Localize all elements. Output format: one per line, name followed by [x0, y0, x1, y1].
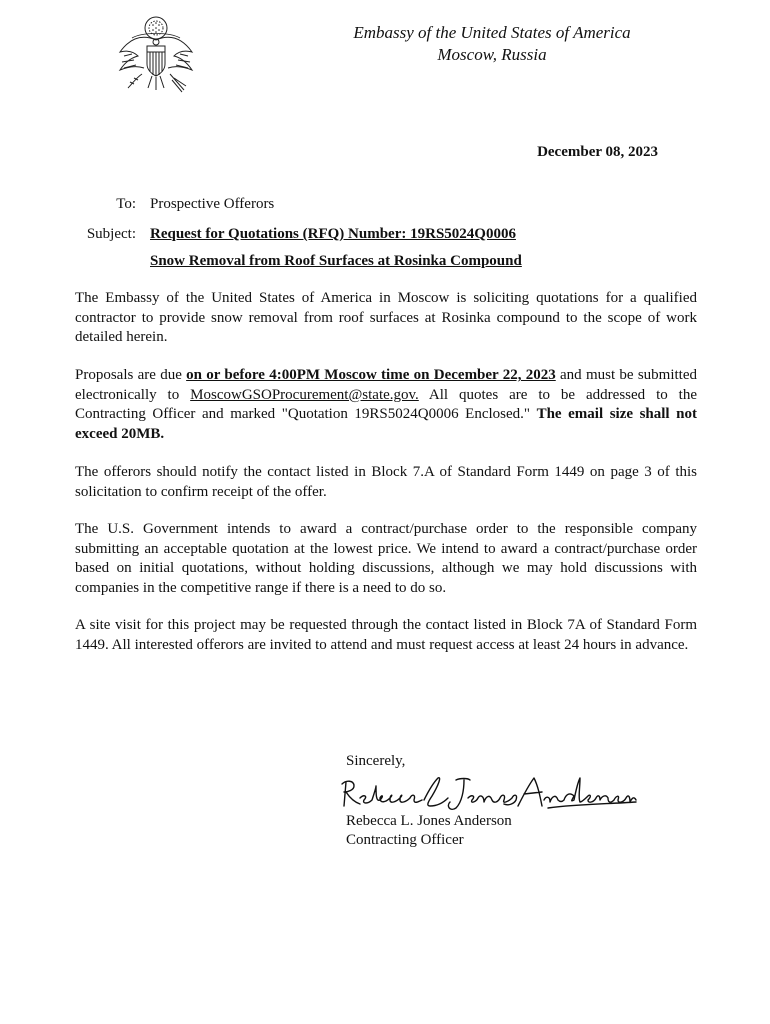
paragraph-site-visit: A site visit for this project may be requested through the contact listed in Block 7A of Standard Form 1449. All interested offerors are invited to attend and must request access at least 24 hours in advance. [75, 617, 697, 653]
embassy-name: Embassy of the United States of America [353, 23, 631, 42]
signatory-title: Contracting Officer [346, 832, 464, 848]
procurement-email-link[interactable]: MoscowGSOProcurement@state.gov. [190, 386, 419, 403]
email-size-limit: The email size shall not exceed 20MB. [75, 406, 697, 442]
letterhead [300, 22, 684, 66]
great-seal-eagle-icon [112, 8, 200, 100]
handwritten-signature [338, 772, 638, 814]
closing-salutation: Sincerely, [346, 753, 406, 769]
paragraph-confirm-receipt: The offerors should notify the contact listed in Block 7.A of Standard Form 1449 on page 3 of this solicitation to confirm receipt of the offer. [75, 464, 697, 500]
deadline-text-a: Proposals are due [75, 367, 187, 383]
subject-title: Snow Removal from Roof Surfaces at Rosinka Compound [150, 253, 522, 269]
to-value: Prospective Offerors [150, 196, 275, 212]
paragraph-deadline [75, 366, 697, 444]
deadline-text-b: and must be submitted electronically to [75, 367, 697, 403]
subject-label: Subject: [86, 226, 136, 242]
embassy-location: Moscow, Russia [437, 45, 547, 64]
deadline-date: on or before 4:00PM Moscow time on December 22, 2023 [186, 367, 556, 383]
to-label: To: [116, 196, 136, 212]
deadline-text-c: All quotes are to be addressed to the Contracting Officer and marked "Quotation 19RS5024Q0006 Enclosed." [75, 386, 697, 422]
paragraph-intro: The Embassy of the United States of America in Moscow is soliciting quotations for a qualified contractor to provide snow removal from roof surfaces at Rosinka compound to the scope of work detailed herein. [75, 290, 697, 345]
paragraph-award: The U.S. Government intends to award a contract/purchase order to the responsible company submitting an acceptable quotation at the lowest price. We intend to award a contract/purchase order based on initial quotations, without holding discussions, although we may hold discussions with companies in the competitive range if there is a need to do so. [75, 521, 697, 596]
subject-rfq-number: Request for Quotations (RFQ) Number: 19RS5024Q0006 [150, 226, 516, 242]
signatory-name: Rebecca L. Jones Anderson [346, 813, 512, 829]
subject-line-2 [150, 253, 522, 270]
letter-date: December 08, 2023 [537, 144, 658, 160]
